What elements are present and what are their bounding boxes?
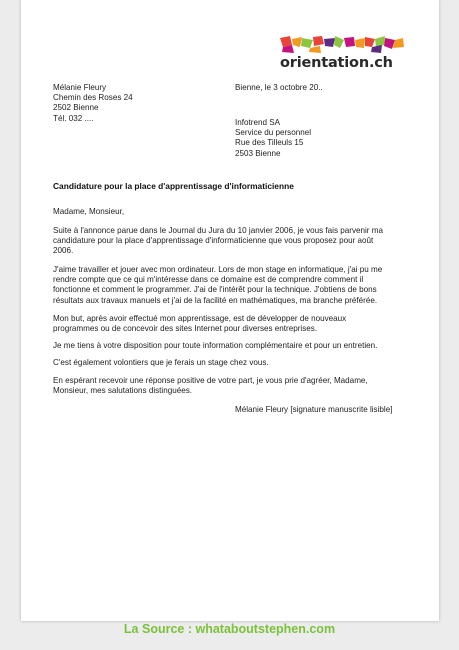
- logo-text: orientation.ch: [280, 55, 393, 71]
- signature: Mélanie Fleury [signature manuscrite lisible]: [235, 405, 393, 414]
- paragraph-2: [53, 265, 415, 306]
- letter-page: [21, 0, 439, 621]
- letter-subject: Candidature pour la place d'apprentissage d'informaticienne: [53, 181, 294, 191]
- paragraph-1: [53, 226, 415, 257]
- sender-phone: Tél. 032 ....: [53, 113, 94, 123]
- paragraph-6: [53, 376, 415, 396]
- paragraph-line: programmes ou de concevoir des sites Internet pour diverses entreprises.: [53, 324, 318, 334]
- paragraph-line: rendre compte que ce qui m'intéresse dans ce domaine est de comprendre comment il: [53, 275, 364, 285]
- paragraph-5: [53, 358, 415, 368]
- orientation-logo[interactable]: [280, 36, 410, 76]
- sender-city: 2502 Bienne: [53, 103, 99, 113]
- paragraph-line: candidature pour la place d'apprentissage d'informaticienne que vous proposez pour août: [53, 236, 374, 246]
- paragraph-4: [53, 341, 415, 351]
- recipient-company: Infotrend SA: [235, 118, 280, 127]
- recipient-street: Rue des Tilleuls 15: [235, 138, 304, 148]
- paragraph-line: J'aime travailler et jouer avec mon ordinateur. Lors de mon stage en informatique, j'ai pu me: [53, 265, 383, 274]
- sender-name: Mélanie Fleury: [53, 83, 107, 92]
- paragraph-line: En espérant recevoir une réponse positive de votre part, je vous prie d'agréer, Madame,: [53, 376, 368, 385]
- paragraph-3: [53, 314, 415, 334]
- recipient-address: [235, 118, 311, 159]
- paragraph-line: Je me tiens à votre disposition pour toute information complémentaire et pour un entretien.: [53, 341, 378, 350]
- paragraph-line: Monsieur, mes salutations distinguées.: [53, 386, 193, 396]
- paragraph-line: résultats aux travaux manuels et j'ai de la facilité en mathématiques, ma branche préférée.: [53, 295, 378, 305]
- paragraph-line: 2006.: [53, 246, 74, 256]
- salutation: Madame, Monsieur,: [53, 207, 125, 216]
- sender-address: [53, 83, 133, 124]
- paragraph-line: fonctionne et comment le programmer. J'ai de l'intérêt pour la technique. J'obtiens de bons: [53, 285, 377, 295]
- paragraph-line: C'est également volontiers que je ferais un stage chez vous.: [53, 358, 269, 367]
- logo-mosaic-icon: [280, 36, 405, 54]
- recipient-department: Service du personnel: [235, 128, 312, 138]
- sender-street: Chemin des Roses 24: [53, 93, 133, 103]
- recipient-city: 2503 Bienne: [235, 148, 281, 158]
- letter-date: Bienne, le 3 octobre 20..: [235, 83, 323, 92]
- source-caption: La Source : whataboutstephen.com: [123, 622, 336, 636]
- paragraph-line: Mon but, après avoir effectué mon apprentissage, est de développer de nouveaux: [53, 314, 347, 323]
- paragraph-line: Suite à l'annonce parue dans le Journal du Jura du 10 janvier 2006, je vous fais parvenir ma: [53, 226, 383, 235]
